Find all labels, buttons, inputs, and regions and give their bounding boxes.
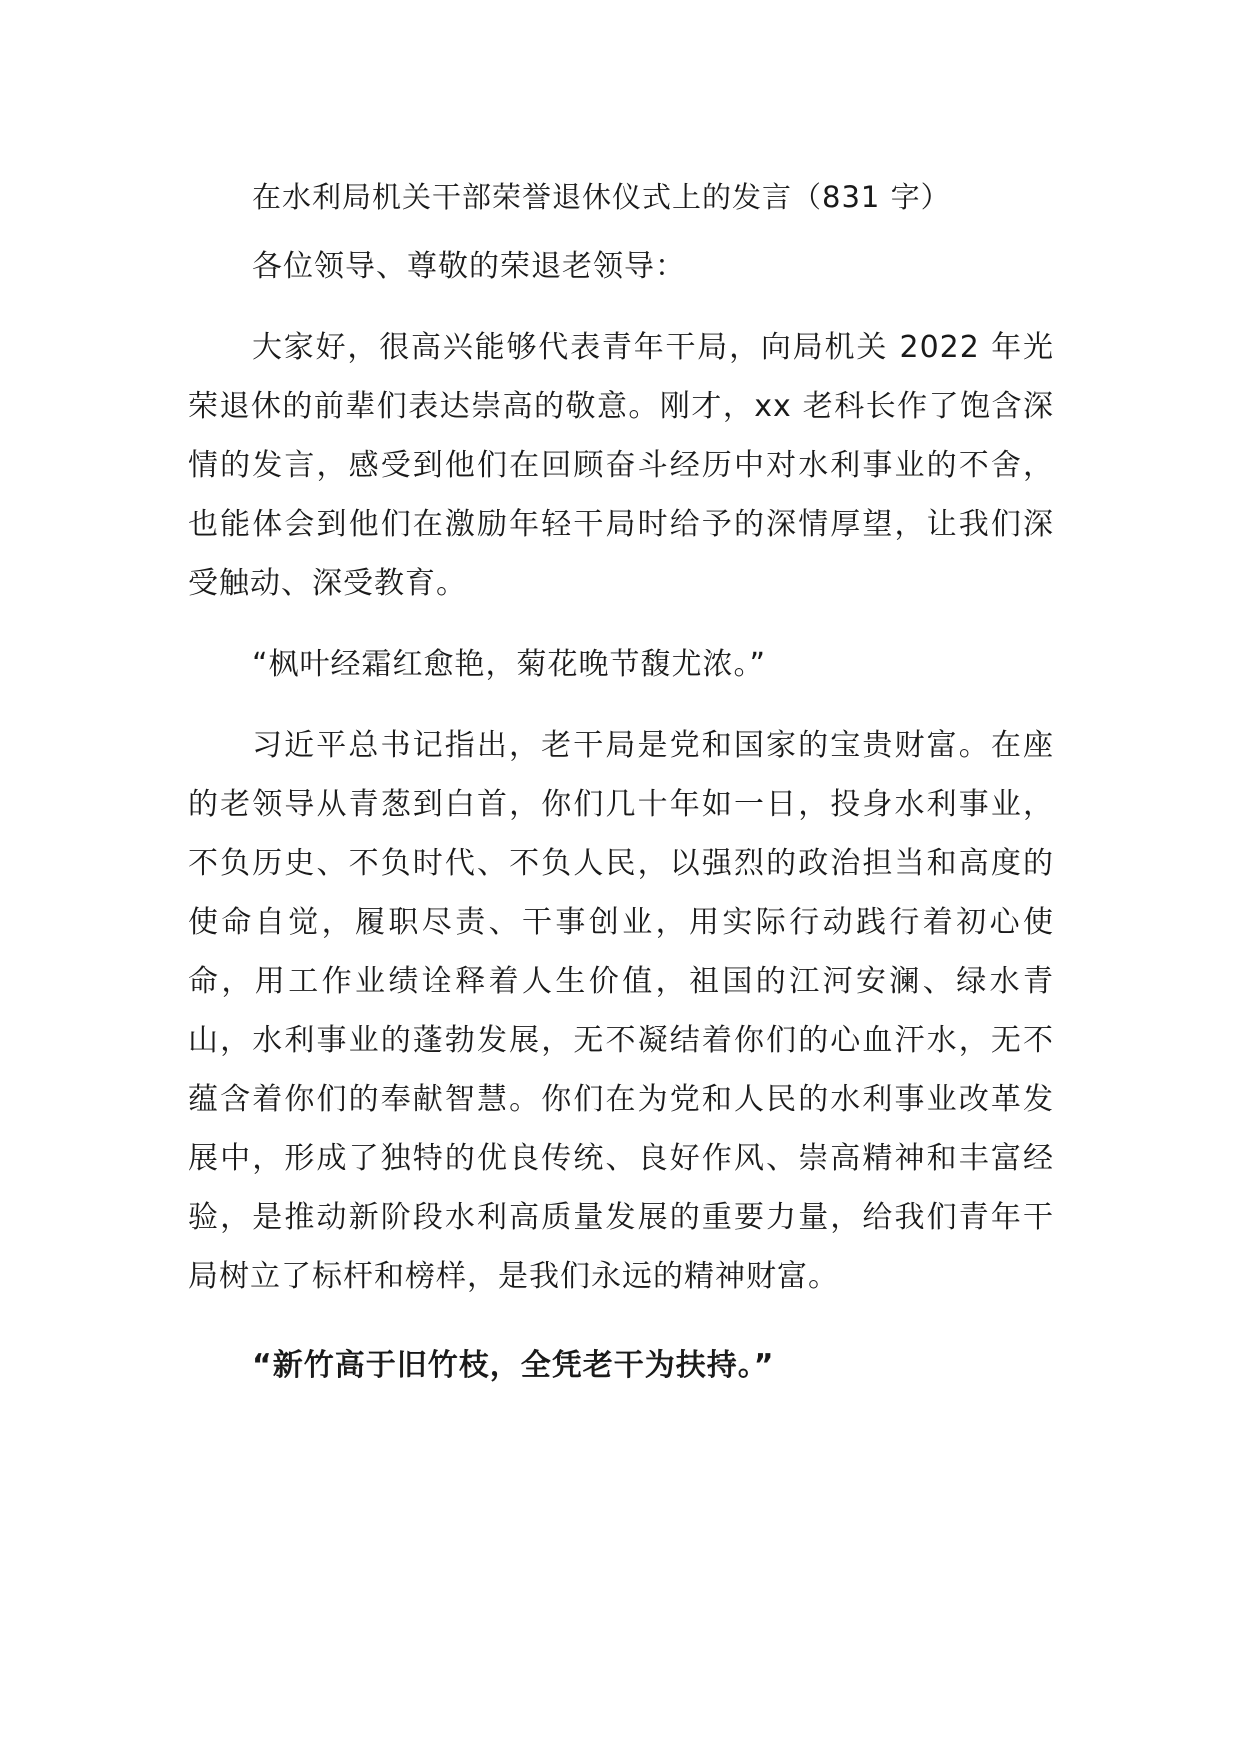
salutation: 各位领导、尊敬的荣退老领导： <box>252 249 686 284</box>
paragraph-poem-quote: “枫叶经霜红愈艳，菊花晚节馥尤浓。” <box>252 647 767 682</box>
paragraph-tribute: 习近平总书记指出，老干局是党和国家的宝贵财富。在座的老领导从青葱到白首，你们几十年如一日，投身水利事业，不负历史、不负时代、不负人民，以强烈的政治担当和高度的使命自觉，履职尽责、干事创业，用实际行动践行着初心使命，用工作业绩诠释着人生价值，祖国的江河安澜、绿水青山，水利事业的蓬勃发展，无不凝结着你们的心血汗水，无不蕴含着你们的奉献智慧。你们在为党和人民的水利事业改革发展中，形成了独特的优良传统、良好作风、崇高精神和丰富经验，是推动新阶段水利高质量发展的重要力量，给我们青年干局树立了标杆和榜样，是我们永远的精神财富。 <box>188 728 1054 1294</box>
paragraph-greeting: 大家好，很高兴能够代表青年干局，向局机关 2022 年光荣退休的前辈们表达崇高的敬意。刚才，xx 老科长作了饱含深情的发言，感受到他们在回顾奋斗经历中对水利事业的不舍，也能体会到他们在激励年轻干局时给予的深情厚望，让我们深受触动、深受教育。 <box>188 330 1054 601</box>
document-body <box>188 168 1054 1395</box>
document-title: 在水利局机关干部荣誉退休仪式上的发言（831 字） <box>252 180 951 214</box>
bold-quote-heading: “新竹高于旧竹枝，全凭老干为扶持。” <box>252 1348 775 1383</box>
